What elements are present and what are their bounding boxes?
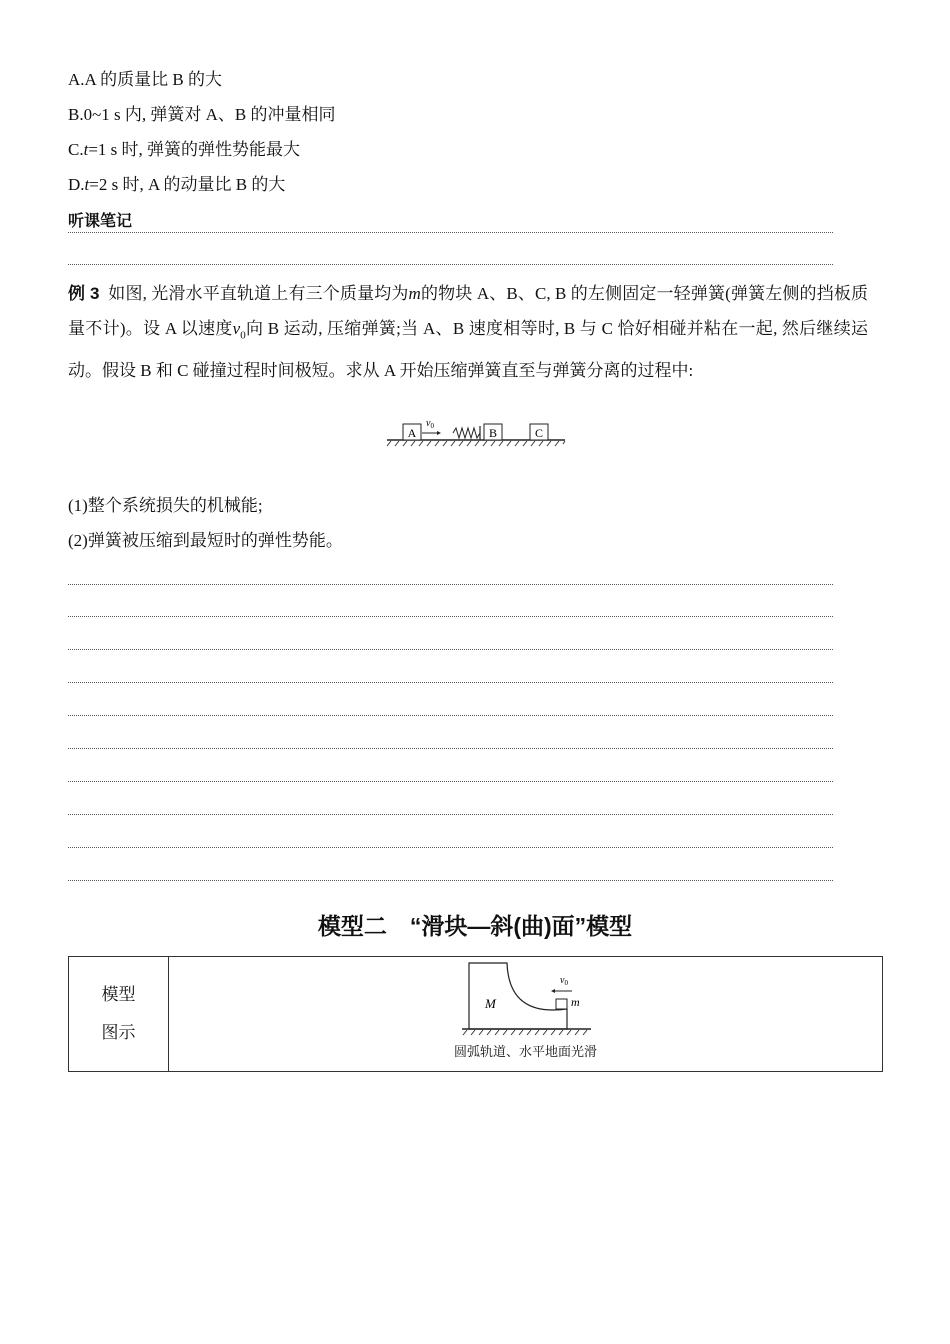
model-label-cell xyxy=(69,957,169,1072)
blocks-spring-diagram xyxy=(385,412,570,452)
option-b: B.0~1 s 内, 弹簧对 A、B 的冲量相同 xyxy=(68,105,336,124)
answer-line xyxy=(68,847,833,848)
mass-big-label: M xyxy=(485,996,496,1011)
small-block xyxy=(556,999,567,1009)
figure-caption: 圆弧轨道、水平地面光滑 xyxy=(453,1044,597,1059)
answer-line xyxy=(68,781,833,782)
block-b-label: B xyxy=(488,426,498,440)
question-1: (1)整个系统损失的机械能; xyxy=(68,496,263,515)
question-2: (2)弹簧被压缩到最短时的弹性势能。 xyxy=(68,531,343,550)
example-label: 例 3 xyxy=(68,284,100,303)
velocity-label: $v_0$ xyxy=(560,975,568,987)
velocity-arrow-head xyxy=(437,431,441,435)
answer-line xyxy=(68,616,833,617)
model-label-line2: 图示 xyxy=(101,1023,136,1042)
example-3-text: 例 3 如图, 光滑水平直轨道上有三个质量均为m的物块 A、B、C, B 的左侧固定一轻弹簧(弹簧左侧的挡板质量不计)。设 A 以速度$v_0$向 B 运动, 压缩弹簧;当 A、B 速度相等时, B 与 C 恰好相碰并粘在一起, 然后继续运动。假设 B 和 C 碰撞过程时间极短。求从 A 开始压缩弹簧直至与弹簧分离的过程中: xyxy=(68,284,869,381)
curved-track-diagram xyxy=(459,961,599,1039)
velocity-label: $v_0$ xyxy=(426,418,434,430)
mass-small-label: m xyxy=(571,995,580,1009)
model-label-line1: 模型 xyxy=(101,985,136,1004)
model-figure-cell xyxy=(169,957,883,1072)
velocity-arrow-head xyxy=(551,989,555,993)
option-c: C.t=1 s 时, 弹簧的弹性势能最大 xyxy=(68,140,301,159)
notes-line xyxy=(68,264,833,265)
section-title: 模型二 “滑块—斜(曲)面”模型 xyxy=(317,913,633,939)
answer-line xyxy=(68,584,833,585)
model-table xyxy=(68,956,883,1072)
option-d: D.t=2 s 时, A 的动量比 B 的大 xyxy=(68,175,286,194)
answer-line xyxy=(68,748,833,749)
option-a: A.A 的质量比 B 的大 xyxy=(68,70,222,89)
answer-line xyxy=(68,649,833,650)
spring xyxy=(453,428,480,438)
curved-track-block xyxy=(469,963,567,1029)
notes-title: 听课笔记 xyxy=(68,213,133,230)
block-a-label: A xyxy=(407,426,417,440)
answer-line xyxy=(68,715,833,716)
notes-line xyxy=(68,232,833,233)
answer-line xyxy=(68,814,833,815)
block-c-label: C xyxy=(534,426,544,440)
answer-line xyxy=(68,682,833,683)
answer-line xyxy=(68,880,833,881)
